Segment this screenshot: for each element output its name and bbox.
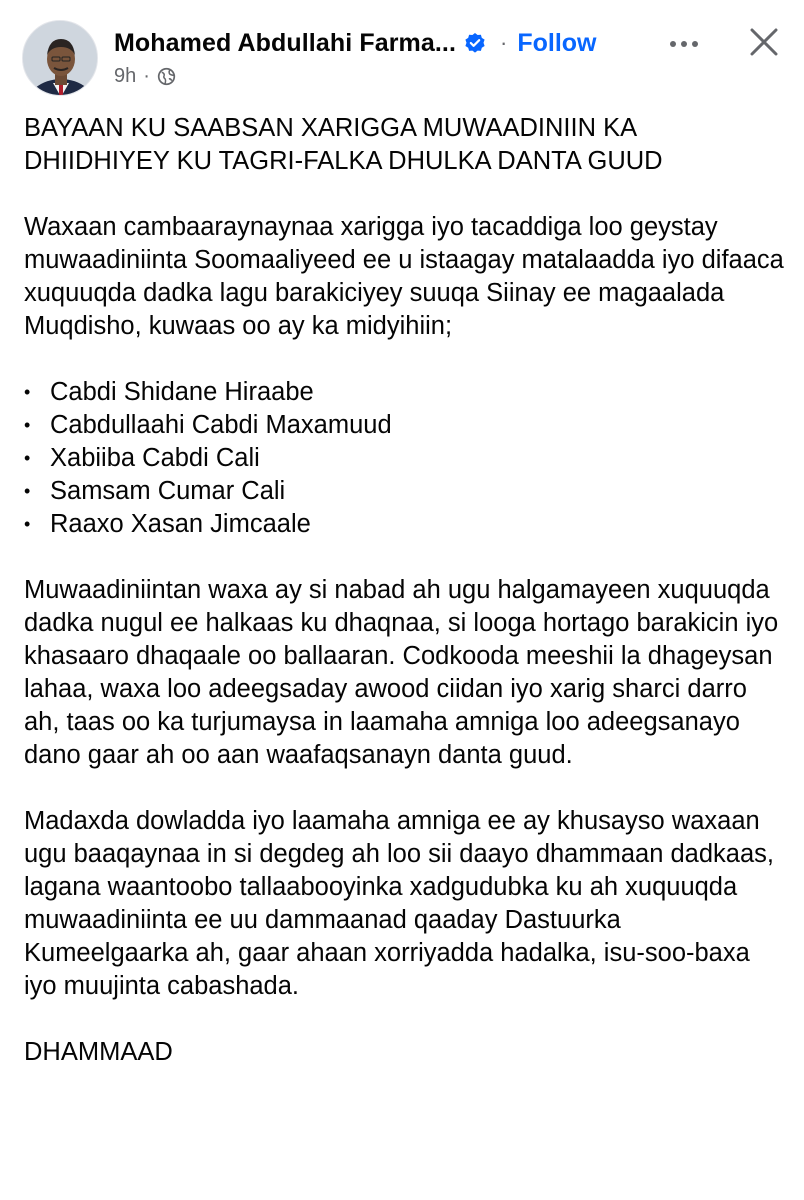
post-intro: Waxaan cambaaraynaynaa xarigga iyo tacaddiga loo geystay muwaadiniinta Soomaaliyeed ee u istaagay matalaadda iyo difaaca xuquuqda dadka lagu barakiciyey suuqa Siinay ee magaalada Muqdisho, kuwaas oo ay ka midyihiin; (24, 213, 784, 340)
author-row (114, 26, 596, 60)
post-title: BAYAAN KU SAABSAN XARIGGA MUWAADINIIN KA DHIIDHIYEY KU TAGRI-FALKA DHULKA DANTA GUUD (24, 114, 663, 175)
post-paragraph-3: Madaxda dowladda iyo laamaha amniga ee ay khusayso waxaan ugu baaqaynaa in si degdeg ah loo sii daayo dhammaan dadkaas, lagana waantoobo tallaabooyinka xadgudubka ku ah xuquuqda muwaadiniinta ee uu dammaanad qaaday Dastuurka Kumeelgaarka ah, gaar ahaan xorriyadda hadalka, isu-soo-baxa iyo muujinta cabashada. (24, 807, 774, 1000)
author-name[interactable]: Mohamed Abdullahi Farma... (114, 28, 456, 57)
post-closing: DHAMMAAD (24, 1038, 173, 1066)
post-header (0, 0, 804, 100)
list-item: • Cabdi Shidane Hiraabe (24, 376, 784, 409)
more-options-icon (669, 35, 699, 53)
post-timestamp[interactable]: 9h (114, 64, 137, 87)
close-icon (749, 27, 779, 62)
list-item: • Raaxo Xasan Jimcaale (24, 508, 784, 541)
close-button[interactable] (740, 20, 788, 68)
list-item: • Samsam Cumar Cali (24, 475, 784, 508)
verified-badge-icon (464, 32, 486, 54)
author-separator: · (500, 30, 508, 55)
more-options-button[interactable] (662, 24, 706, 64)
avatar[interactable] (22, 20, 98, 96)
detainee-list (24, 376, 784, 541)
post-text (24, 112, 784, 1102)
list-item: • Xabiiba Cabdi Cali (24, 442, 784, 475)
list-item: • Cabdullaahi Cabdi Maxamuud (24, 409, 784, 442)
post-paragraph-2: Muwaadiniintan waxa ay si nabad ah ugu halgamayeen xuquuqda dadka nugul ee halkaas ku dhaqnaa, si looga hortago barakicin iyo khasaaro dhaqaale oo ballaaran. Codkooda meeshii la dhageysan lahaa, waxa loo adeegsaday awood ciidan iyo xarig sharci darro ah, taas oo ka turjumaysa in laamaha amniga loo adeegsanayo dano gaar ah oo aan waafaqsanayn danta guud. (24, 576, 779, 769)
follow-button[interactable]: Follow (517, 28, 597, 57)
globe-icon[interactable] (157, 67, 176, 86)
post-meta (114, 62, 176, 90)
meta-separator: · (143, 64, 150, 87)
